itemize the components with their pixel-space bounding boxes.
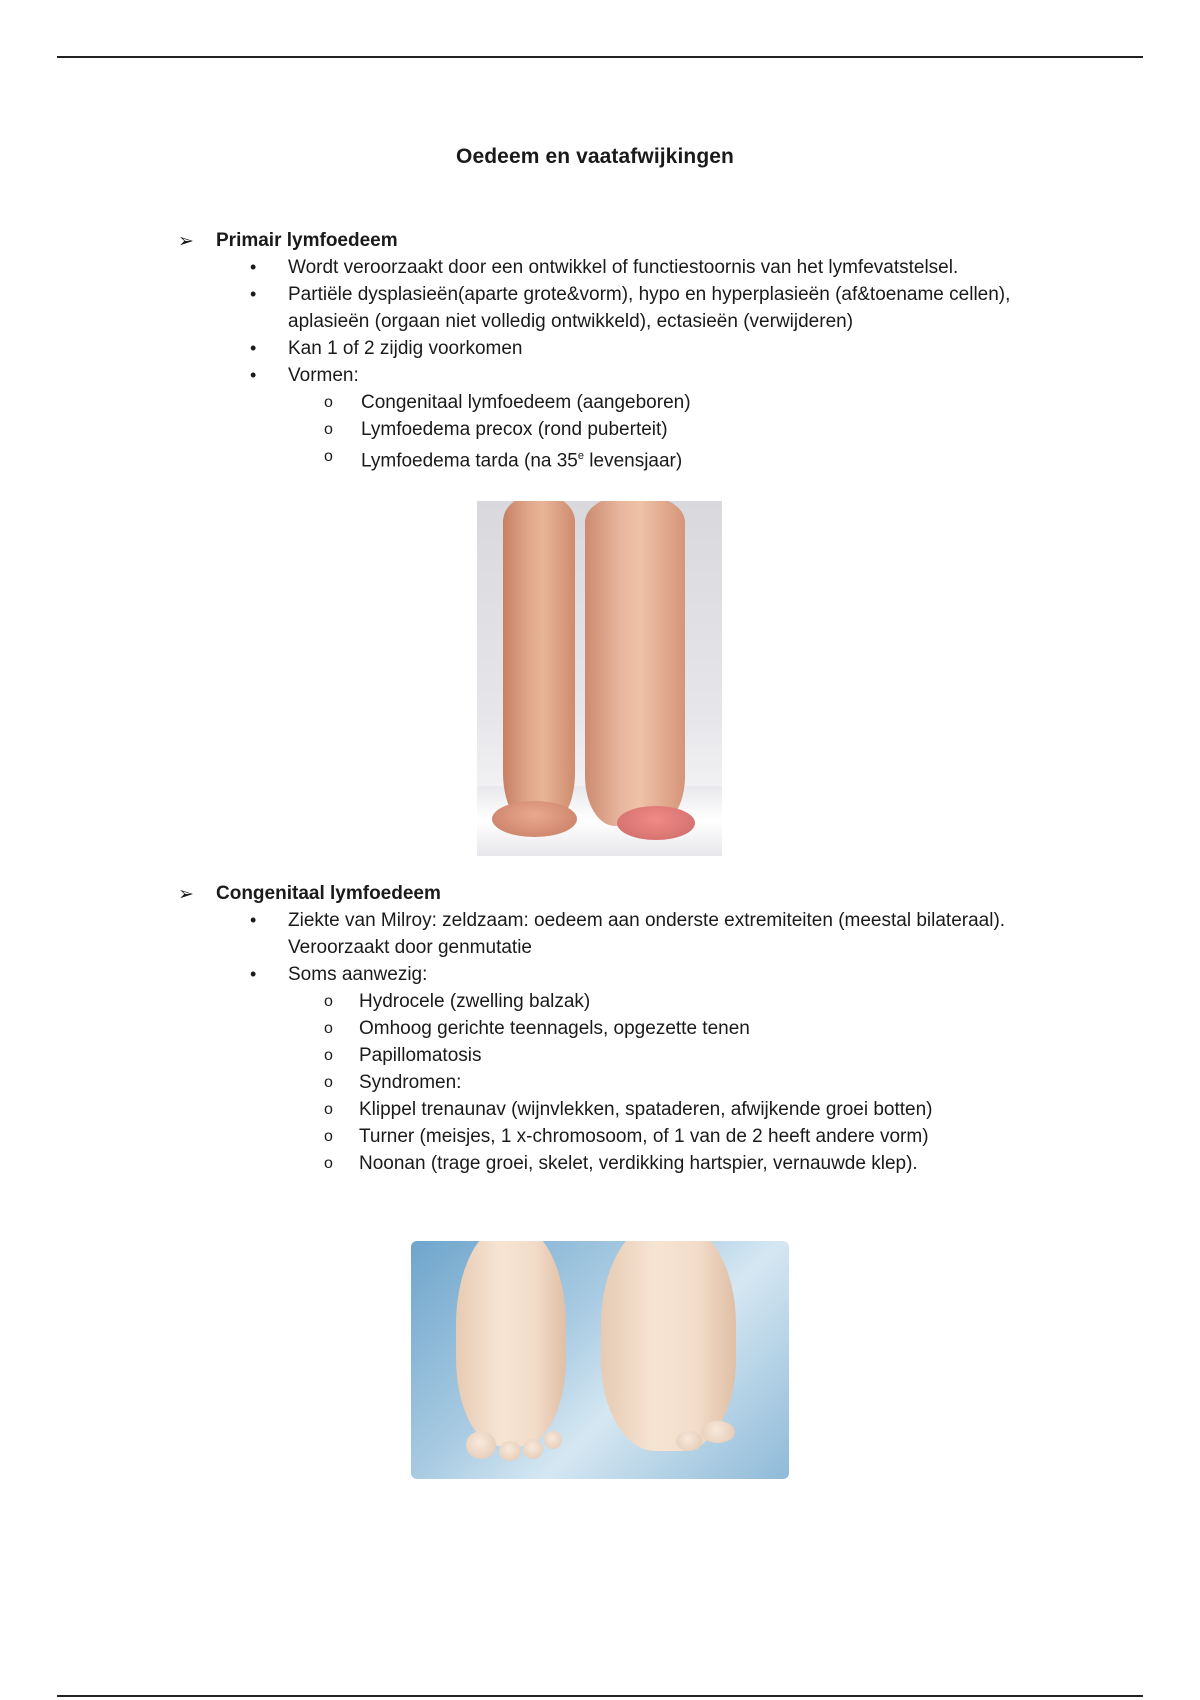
sub-list-item xyxy=(324,1042,1078,1069)
bullet-circle-icon: o xyxy=(324,394,333,411)
list-item-text: Wordt veroorzaakt door een ontwikkel of functiestoornis van het lymfevatstelsel. xyxy=(288,257,959,278)
bullet-list xyxy=(178,254,1078,474)
bullet-circle-icon: o xyxy=(324,1020,333,1037)
section-primair-lymfoedeem xyxy=(178,227,1078,474)
bullet-dot-icon: • xyxy=(250,284,257,304)
photo-lymphedema-legs xyxy=(477,501,722,856)
list-item-text: Partiële dysplasieën(aparte grote&vorm), hypo en hyperplasieën (af&toename cellen), aplasieën (orgaan niet volledig ontwikkeld), ectasieën (verwijderen) xyxy=(288,284,1011,332)
sub-list-item xyxy=(324,1096,1078,1123)
sub-list-item xyxy=(324,416,1078,443)
section-heading-text: Congenitaal lymfoedeem xyxy=(216,883,441,904)
list-item xyxy=(250,281,1078,335)
sub-list-item-text-tail: levensjaar) xyxy=(584,450,683,472)
section-heading xyxy=(178,227,1078,254)
sub-list-item xyxy=(324,1069,1078,1096)
sub-list xyxy=(288,389,1078,474)
list-item xyxy=(250,961,1078,1177)
bullet-dot-icon: • xyxy=(250,257,257,277)
list-item-text: Vormen: xyxy=(288,365,359,386)
sub-list-item-text: Turner (meisjes, 1 x-chromosoom, of 1 van de 2 heeft andere vorm) xyxy=(359,1126,929,1147)
bullet-circle-icon: o xyxy=(324,1155,333,1172)
photo-infant-feet xyxy=(411,1241,789,1479)
arrow-bullet-icon: ➢ xyxy=(178,884,194,905)
list-item xyxy=(250,335,1078,362)
section-congenitaal-lymfoedeem xyxy=(178,880,1078,1177)
bullet-list xyxy=(178,907,1078,1177)
sub-list-item-text: Syndromen: xyxy=(359,1072,462,1093)
sub-list-item-text: Lymfoedema tarda (na 35 xyxy=(361,450,578,472)
bullet-dot-icon: • xyxy=(250,910,257,930)
sub-list-item xyxy=(324,443,1078,474)
bullet-dot-icon: • xyxy=(250,365,257,385)
sub-list-item-text: Klippel trenaunav (wijnvlekken, spataderen, afwijkende groei botten) xyxy=(359,1099,933,1120)
bullet-circle-icon: o xyxy=(324,448,333,465)
sub-list-item xyxy=(324,988,1078,1015)
list-item xyxy=(250,907,1078,961)
bullet-circle-icon: o xyxy=(324,1101,333,1118)
sub-list-item-text: Omhoog gerichte teennagels, opgezette tenen xyxy=(359,1018,750,1039)
list-item xyxy=(250,362,1078,474)
list-item-text: Ziekte van Milroy: zeldzaam: oedeem aan onderste extremiteiten (meestal bilateraal). Veroorzaakt door genmutatie xyxy=(288,910,1006,958)
sub-list xyxy=(288,988,1078,1177)
sub-list-item xyxy=(324,1123,1078,1150)
list-item-text: Soms aanwezig: xyxy=(288,964,428,985)
sub-list-item xyxy=(324,389,1078,416)
sub-list-item xyxy=(324,1015,1078,1042)
sub-list-item-text: Noonan (trage groei, skelet, verdikking hartspier, vernauwde klep). xyxy=(359,1153,918,1174)
sub-list-item-text: Hydrocele (zwelling balzak) xyxy=(359,991,591,1012)
sub-list-item-text: Papillomatosis xyxy=(359,1045,482,1066)
bullet-circle-icon: o xyxy=(324,1074,333,1091)
bullet-circle-icon: o xyxy=(324,993,333,1010)
sub-list-item xyxy=(324,1150,1078,1177)
bullet-dot-icon: • xyxy=(250,338,257,358)
sub-list-item-text: Congenitaal lymfoedeem (aangeboren) xyxy=(361,392,691,413)
page-title: Oedeem en vaatafwijkingen xyxy=(456,145,734,168)
bullet-circle-icon: o xyxy=(324,1047,333,1064)
header-rule xyxy=(57,56,1143,58)
sub-list-item-text: Lymfoedema precox (rond puberteit) xyxy=(361,419,668,440)
superscript: e xyxy=(577,450,584,462)
list-item xyxy=(250,254,1078,281)
section-heading xyxy=(178,880,1078,907)
footer-rule xyxy=(57,1695,1143,1697)
arrow-bullet-icon: ➢ xyxy=(178,231,194,252)
bullet-circle-icon: o xyxy=(324,1128,333,1145)
bullet-circle-icon: o xyxy=(324,421,333,438)
section-heading-text: Primair lymfoedeem xyxy=(216,230,398,251)
list-item-text: Kan 1 of 2 zijdig voorkomen xyxy=(288,338,523,359)
bullet-dot-icon: • xyxy=(250,964,257,984)
